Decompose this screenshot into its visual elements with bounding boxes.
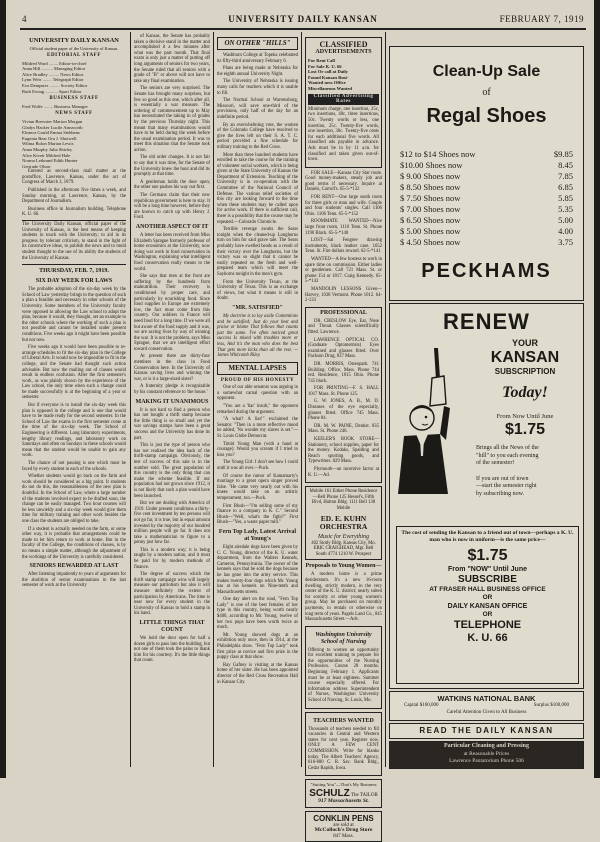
staff-line: Vivian Brewster Marion Morgan <box>22 118 83 124</box>
renew-your: YOUR <box>511 338 538 348</box>
price-row: $ 5.00 Shoes now 4.00 <box>400 226 573 236</box>
renew-subscription: SUBSCRIPTION <box>494 367 556 376</box>
cleaning-line-3: Lawrence Pantatorium Phone 506 <box>449 757 524 764</box>
renew-text-block <box>470 338 580 498</box>
paragraph: This is a modern way; it is being taught by a modern nation, and it must be paid for by modern methods of finance. <box>134 547 210 570</box>
paragraph: The probable adoption of the six-day week by the School of Law yesterday brings to the question of such a plan a feasible and necessary in other schools of the University. Some members of the University faculty were opposed to allowing the Law school to adopt the plan, because it would, they thought, set an example to the other schools where the working of such a plan is not possible and cannot be installed under present conditions. Five weeks ago it might have been possible but not now. <box>22 287 126 343</box>
paragraph: It is not hard to find a person who has not bought a thrift stamp because the little thing is so small and yet the war savings stamps have been a great success and the University has done its part. <box>134 407 210 441</box>
renew-price: $1.75 <box>504 421 546 438</box>
bank-figures <box>390 703 583 710</box>
date-line: THURSDAY, FEB. 7, 1919. <box>39 268 109 275</box>
masthead-sub: Official student paper of the University of Kansas. <box>29 46 119 51</box>
professional-card: G. W. JONES, A. B., M. D. Diseases of the eye especially, glasses fitted. Office 745 Mass. Phone 84. <box>308 399 379 422</box>
staff-line: Mildred Ward ........ Editor-in-chief <box>22 60 87 66</box>
nursing-heading: Washington University School of Nursing <box>315 631 372 645</box>
news-staff-heading: NEWS STAFF <box>55 111 93 117</box>
scan-right-edge <box>594 0 600 778</box>
column-3 <box>217 34 298 768</box>
classified-subheading: ADVERTISEMENTS <box>315 49 372 55</box>
paragraph: Terrible revenge awaits the Sears tonight when the cleaned-up Longhorns turn on him for said grave tale. The Sears probably have swelled heads as a result of their victory over the Longhorns, but the victory was so slight that it cannot be easily repeated on the fresh and well-prepared team which will meet the Sayhorns tonight in the men's gym. <box>217 227 298 277</box>
paragraph: A fraternity pledge is recognizable by his constant reference to 'the house.' <box>134 384 210 396</box>
other-hills-box <box>217 37 298 50</box>
rates-heading: Classified Advertising Rates <box>308 94 379 105</box>
orchestra-phones: Mobile 161 Either Phone Residence—Bell Phone 125 Hessel's, Fifth Blvd, Hutton Bldg. 1111 Bell 138 Mobile <box>309 489 378 511</box>
paragraph: Plans are being made at Nebraska for the eighth annual University Night. <box>217 66 298 77</box>
paragraph: A modern home is a prime desideratum. It's a new 16-room dwelling, strictly modern, in the very center of the K. U. district; nearly suited for sorority or other young women's group. May be purchased on monthly payments, in rentals or otherwise on long term of years. Pagels Land Co., 845 Massachusetts Street.—Adv. <box>305 572 382 623</box>
publication-notice: Published in the afternoon five times a week, and Sunday morning, at Lawrence, Kansas, by the Department of Journalism. <box>22 188 126 205</box>
renew-brings: Brings all the News of the "hill" to you each evening of the semester! <box>476 445 539 466</box>
running-head <box>22 14 584 28</box>
paragraph: But if everyone is to install the six-day week this plan is opposed in the college and is one that would have to be made ready for the second semester. In the School of Law the exams in the first semester come at the time of the six-day week. The School of Engineering is different. Long laboratory experiments, lengthy library readings, and laboratory work on Saturdays and often on Sundays in these schools would mean that the student would be unable to gain any work. <box>22 403 126 459</box>
staff-line: Eleanor Gould Emma Stehbens <box>22 130 80 136</box>
staff-line: Lynn Weir ........ Telegraph Editor <box>22 77 84 83</box>
column-2 <box>134 34 210 768</box>
editorial-staff-heading: EDITORIAL STAFF <box>47 53 101 58</box>
read-kansan-strip <box>389 723 584 739</box>
masthead-title: UNIVERSITY DAILY KANSAN <box>29 37 119 44</box>
price-row: $ 6.50 Shoes now 5.00 <box>400 215 573 225</box>
professional-heading: PROFESSIONAL <box>320 309 367 316</box>
subscribe-or: OR <box>482 593 493 601</box>
column-rule <box>301 32 302 767</box>
column-rule <box>213 32 214 767</box>
poem-text: My doctrine is to lay aside Contentions and be satisfied; Just do your best and praise or blame That follows that counts just the same. I've often noticed great success Is mixed with troubles more or less, And it's the man who does the best That gets more kicks than all the rest. —James Whitcomb Riley. <box>217 313 298 359</box>
teachers-heading: TEACHERS WANTED <box>313 717 374 724</box>
paragraph: Five weeks ago it would have been possible to re-arrange schedules to fit the six-day plan in the College of Liberal Arts. It would now be impossible to fit in the college, and the Senate had thought such action advisable. But now the mailing out of classes would result in endless confusion. After the first semester's work, as was plainly shown by the experience of the Law school, the only time when such a change could be made successfully is at the beginning of a year or semester. <box>22 345 126 401</box>
lapses-subheading: PROUD OF HIS HONESTY <box>220 377 295 383</box>
staff-line: Alice Kivett Mildred Hale <box>22 152 71 158</box>
staff-line: Gladys Hacker Lucile Ainsworth <box>22 124 83 130</box>
scan-left-edge <box>0 0 6 778</box>
paragraph: Eight airedale dogs have been given by C. C. Young, director of the K. U. water department, from the Walters Kennels, Cameron, Pennsylvania. The owner of the kennels says that he sold the dogs because he has gone into the army service. This makes twenty-four dogs which Mr. Young has at his kennels on Nine-tenth and Massachusetts streets. <box>217 544 298 595</box>
cleaning-line-1: Particular Cleaning and Pressing <box>444 743 529 749</box>
column-rule <box>385 32 386 767</box>
paragraph: If a student is actually needed on the farm, or some other way, it is probable that arrangements could be made to let him return to work at home. But in the faculty of the College, the conditions of classes, is by no means a simple matter, although the adjustment of the workings of the University is carefully considered. <box>22 526 126 560</box>
staff-line: Gertrude Olson <box>22 163 51 169</box>
paragraph: The Germans claim that their new republican government is here to stay. It will be a long time however, before they are known to catch up with Henry J. Ford. <box>134 193 210 221</box>
article-heading: Fern Top Lady, Latest Arrival at Young's <box>218 528 297 542</box>
article-heading: MAKING IT UNANIMOUS <box>135 398 209 405</box>
paragraph: The University of Nebraska is issuing many calls for teachers which it is unable to fill. <box>217 79 298 96</box>
professional-card: Plymouth—an incentive factor at K. U.—Ad. <box>308 467 379 478</box>
telephone-number: K. U. 66 <box>467 631 508 644</box>
paragraph: First Blush—"I'm selling some of my finance to a company in K. C." Second Blush—"Well, what's the fight?" First Blush—"Yes, a waste paper mill." <box>217 503 298 526</box>
store-name: PECKHAMS <box>421 260 552 282</box>
price-row: $ 8.50 Shoes now 6.85 <box>400 182 573 192</box>
classified-box <box>305 37 382 168</box>
editorial-1-heading: SIX DAY WEEK FOR LAWS <box>35 278 113 285</box>
conklin-sold: are sold at <box>333 822 354 828</box>
renew-headline: RENEW <box>443 309 530 334</box>
classified-row: Miscellaneous Wanted <box>308 85 352 91</box>
poem-heading: "MR. SATISFIED" <box>232 304 283 311</box>
paragraph: From the University Texan, at the University of Texas. This is an exchange of views, but what it means is still in doubt. <box>217 279 298 302</box>
business-staff-heading: BUSINESS STAFF <box>49 96 99 102</box>
paragraph: The old order changes. It is not fair to say that it was time, for the Senate of the University knew the hour and did its promptly at that time. <box>134 155 210 178</box>
rates-text: Minimum charge, one insertion, 25c, two insertions, 40c, three insertions, 50c. Twenty words or less, one insertion, 25c. Twenty-five words, one insertion, 30c. Twenty-five cents for each additional five words. All classified ads payable in advance. Ads must be in by 11 a.m. for classified and taken given out-of-town. <box>308 106 379 163</box>
proposals-heading: Proposals to Young Women— <box>305 563 382 570</box>
schulz-ad <box>305 779 382 807</box>
paragraph: We hold the door open for half a dozen girls to pass into the building, but not one of them took the pains to thank him for his courtesy. It's the little things that count. <box>134 636 210 664</box>
staff-line: Anna Hill .......... Managing Editor <box>22 66 86 72</box>
professional-box <box>305 307 382 483</box>
mail-notice: Entered as second-class mail matter at the postoffice, Lawrence, Kansas, under the act of Congress of March 3, 1879. <box>22 169 126 186</box>
paragraph: "A what? A liar!" exclaimed the Senator. "Then in a more reflective mood he added, 'No wonder my slaves is set."—St. Louis Globe Democrat. <box>217 417 298 440</box>
renew-period: From Now Until June <box>496 413 554 420</box>
mental-lapses-heading: MENTAL LAPSES <box>228 363 287 372</box>
send-price: $1.75 <box>467 546 508 564</box>
paragraph: A letter has been received from Miss Elizabeth Sprague formerly professor of home economics at the University, now doing war work in food conservation in Washington, explaining what intelligent food conservation really means to the world. <box>134 233 210 272</box>
paragraph: At present there are thirty-four members in the class in Food Conservation here. In the University of Kansas saving lives and winning the war, or is it a large-sized sister? <box>134 354 210 382</box>
subscribe-location-1: AT FRASER HALL BUSINESS OFFICE <box>429 585 546 593</box>
ad-headline: Clean-Up Sale <box>432 63 541 80</box>
conklin-ad <box>305 811 382 842</box>
renew-today: Today! <box>502 384 548 401</box>
paragraph: Mr. Young showed dogs at an exhibition only once, then in 1914, at the Philadelphia show. "Fern Top Lady" took first prize as novice and first prize in the puppy class at that show. <box>217 632 298 661</box>
paragraph: The Normal School at Warrensburg, Missouri, will save one-third of the provisions, only half of the day for an indefinite period. <box>217 98 298 120</box>
paragraph: The Young Girl: I don't see how I could until it was all over.—Puck. <box>217 460 298 471</box>
professional-card: LAWRENCE OPTICAL CO. (Graduate Optometrists) Eyes examined and glasses fitted. Over Packson Drug, 837 Mass. <box>308 337 379 360</box>
classified-ad: FOR SALE—Kansas City Star route. Good money-makers, steady job and good terms if necessary. Inquire at Daniels, Carroll's. 65-5-*132 <box>305 170 382 193</box>
classified-heading: CLASSIFIED <box>319 40 368 49</box>
professional-card: DR. CRESLOW Eye, Ear, Nose and Throat. Glasses scientifically fitted. Lawrence. <box>308 318 379 335</box>
staff-line: Anna Murphy Julia Shirley <box>22 146 73 152</box>
paragraph: One day alert on the road, "Fern Top Lady" is one of the best females of her type in this country, being worth nearly $400, according to Mr. Young, twelve of her two pups have been worth twice as much. <box>217 597 298 631</box>
staff-line: Alice Bradley ......... News Editor <box>22 71 84 77</box>
orchestra-name: ED. E. KUHN ORCHESTRA <box>319 513 368 532</box>
paragraph: The chance of not passing is one which must be faced by every student in each of the schools. <box>22 461 126 472</box>
price-list <box>390 149 583 248</box>
subscribe-or-2: OR <box>482 610 493 618</box>
paragraph: of Kansas, the Senate has probably taken a decisive stand in the matter and accomplished it a few minutes after what was the past month. That final exam is only just a matter of putting off long arguments of seniors for two years, the Senate ruled that all seniors with a grade of "B" or above will not have to take any final examination. <box>134 34 210 84</box>
editorial-staff-list <box>22 61 126 95</box>
price-row: $ 4.50 Shoes now 3.75 <box>400 237 573 247</box>
classified-ad: WANTED—A few hostess to work in spare time on commission. Either ladies or gentlemen. Call 721 Mass. St. or phone 154 or 1817. Craig Kennedy. 65-5-*143 <box>305 257 382 285</box>
read-kansan-text: READ THE DAILY KANSAN <box>419 726 554 735</box>
professional-card: DR. M. W. PAINE, Dentist. 835 Mass. St. Phone 246. <box>308 423 379 435</box>
price-row: $ 9.00 Shoes now 7.85 <box>400 171 573 181</box>
classified-row: Wanted ness Office <box>308 80 346 86</box>
teachers-text: Thousands of teachers needed to fill vacancies in Central and Western states for next year. Register now. ONLY A FEW CENT COMMISSION. Write for blanks today. The Albert Teachers' Agency, 616-680 C. R. Sav. Bank Bldg., Cedar Rapids, Iowa. <box>308 726 379 771</box>
classified-row: Lost Or call at Daily <box>308 69 348 75</box>
price-row: $ 7.50 Shoes now 5.85 <box>400 193 573 203</box>
paragraph: After listening impatiently to years of arguments for the abolition of senior examinations in the last semester of work at the University <box>22 572 126 589</box>
classified-row: For Sale K. U. 66 <box>308 63 342 69</box>
column-4 <box>305 34 382 839</box>
column-1 <box>22 34 126 768</box>
article-heading: LITTLE THINGS THAT COUNT <box>139 620 205 633</box>
professional-card: KEELER'S BOOK STORE—Stationery, school supplies, paper for the money. Kodaks, Spalding and Reach sporting goods, and Typewriters. 829 Mass. <box>308 437 379 465</box>
bank-ad <box>389 691 584 721</box>
price-row: $12 to $14 Shoes now $9.85 <box>400 149 573 159</box>
regal-shoes-ad <box>389 46 584 301</box>
paragraph: Of course the rumor of Kamamarty's marriage to a great opera singer proved false. "He came very nearly out with his knees would take on an artistic temperament, too.—Puck. <box>217 473 298 501</box>
renew-kansan: KANSAN <box>490 349 560 366</box>
subscribe-location-2: DAILY KANSAN OFFICE <box>447 602 528 610</box>
ad-of: of <box>482 87 491 98</box>
paragraph: Timid Young Man (with a hand at courage): Would you scream if I tried to kiss you? <box>217 441 298 458</box>
paper-title: UNIVERSITY DAILY KANSAN <box>228 14 378 24</box>
send-cost-text: The cost of sending the Kansan to a friend out of town—perhaps a K. U. man who is now in uniform—is the same price— <box>401 530 574 543</box>
cleaning-line-2: at Reasonable Prices <box>463 750 510 757</box>
paragraph: The seniors are very surprised. The Senate has brought many surprises, but few so good as this one, which after all, is essentially a war measure. The ordering of commencement up to May has necessitated the taking in of grades by the previous Thursday night. This meant that many examinations would have to be held during the week before the usual examination period. It was to meet this situation that the Senate took action. <box>134 86 210 153</box>
paragraph: Washburn College at Topeka celebrated its fifty-third anniversary February 6. <box>217 53 298 64</box>
bank-surplus: Surplus $100,000 <box>533 703 569 708</box>
staff-line: Fred Wolfe ........ Business Manager <box>22 103 88 109</box>
nursing-text: Offering to women an opportunity for excellent training to prepare for the opportunities of the Nursing Profession. Course 28 months. Beginning February 1. Applicants must be at least eighteen. Summer course especially offered. For information address Superintendent of Nurses, Washington University School of Nursing, St. Louis, Mo. <box>308 647 379 704</box>
paragraph: One of our able senators was arguing in a somewhat carnal question with an opponent. <box>217 385 298 402</box>
bank-name: WATKINS NATIONAL BANK <box>437 694 536 703</box>
paragraph: Whether students would go back on the farm and work should be considered as a big point. It students do not do this, the reasonableness of the new plan is doubtful. In the School of Law, where a large number of the students involved expect to be drafted soon, the change can be easily managed. Two hour courses will be less unwieldy and a six-day week would give them time for military training and other work besides the one class the students are obliged to take. <box>22 474 126 524</box>
ideal-box <box>22 220 126 265</box>
schulz-name: SCHULZ <box>309 787 350 799</box>
paragraph: She says that men at the front are suffering by the hundreds from malnutrition. Their recovery is conditioned by proper care, and particularly by nourishing food. Since food supplies in Europe are extremely low, the fact must come from this country. Our soldiers in France will need food for a long time. If we were all but aware of the food supply and it was, we are saving lives by way of winning the war. It is not the problem, says Miss Sprague, that we are intelligent effort toward conservation. <box>134 274 210 352</box>
other-hills-heading: ON OTHER "HILLS" <box>224 39 291 47</box>
price-row: $10.00 Shoes now 8.45 <box>400 160 573 170</box>
schulz-sub: The TAILOR <box>350 792 378 798</box>
staff-line: Eugenia Rear Ora J. Shotwell <box>22 135 77 141</box>
paragraph: More than three hundred students have enrolled to take the course for the training of volunteer social workers, which is being given at the State University of Kansas the Department of Extension. Teaching of the University is in co-operation with the Committee of the National Council of Defense. The various relief societies of this city are looking forward to the time when these students may be called upon for active work. If there is sufficient call, there is a possibility that the course may be repeated.—Colorado Chronicle. <box>217 152 298 225</box>
conklin-address: 847 Mass. <box>333 833 354 839</box>
pointing-man-illustration <box>396 344 466 494</box>
subscription-ad <box>389 303 584 689</box>
staff-line: Ruth Ewing ........... Sport Editor <box>22 88 82 94</box>
classified-ad: LOST—Sal Fengree drawing instruments, black leather case. 1652 Tenn. St. Fire dollars reward. 62-5-*141 <box>305 238 382 255</box>
telephone-label: TELEPHONE <box>453 618 522 631</box>
office-notice: Business office in Journalism building. Telephone K. U. 66. <box>22 206 126 218</box>
bank-note: Careful Attention Given to All Business <box>446 710 527 715</box>
orchestra-ad <box>305 486 382 560</box>
column-rule <box>130 32 131 767</box>
staff-line: Norma Leibrand Edith Hunter <box>22 158 78 164</box>
issue-date: FEBRUARY 7, 1919 <box>499 14 584 24</box>
send-to-friend-box <box>396 526 579 684</box>
paragraph: "You are a 'liar' insult," the opponent remarked during the argument. <box>217 404 298 415</box>
page-number: 4 <box>22 14 27 24</box>
paragraph: But we are dealing with America of 1919. Under present conditions a thirty-five cent investment by ten persons will not go far, it is true, but in equal amount invested by the majority of our hundred million people will go far. It does not take a mathematician to figure to a penny just how far. <box>134 501 210 546</box>
classified-row: For Rent Call <box>308 58 335 63</box>
subscribe-label: SUBSCRIBE <box>458 573 517 585</box>
ad-brand: Regal Shoes <box>426 105 547 127</box>
mental-lapses-box <box>217 362 298 375</box>
article-heading: ANOTHER ASPECT OF IT <box>135 224 209 230</box>
teachers-ad <box>305 712 382 777</box>
paragraph: A gentleman holds the door open; the other one pushes his way out first. <box>134 179 210 191</box>
head-rule <box>20 28 586 30</box>
cleaning-ad <box>389 741 584 769</box>
conklin-store: McColloch's Drug Store <box>314 827 373 834</box>
send-period: From "NOW" Until June <box>448 565 527 573</box>
paragraph: Ray Gafney is visiting at the Kansas home of her sister. He has been appointed director of the Red Cross Recreation Hall in Kansas City. <box>217 662 298 685</box>
renew-out-of-town: If you are out of town —start the semester right by subscribing now. <box>476 475 537 497</box>
classified-ad: MANDOLIN LESSONS Given—Harvey, 1038 Vermont. Phone 1012. 64-2-133 <box>305 286 382 304</box>
classified-row: Found Kansan Busi- <box>308 74 349 80</box>
orchestra-tagline: Music for Everything <box>318 533 369 540</box>
news-staff-list <box>22 119 126 169</box>
professional-card: DR. MORRIS, Osteopath. 741 Building. Office, Mass. Phone 744 red. Residence, 1015 Ohio. Phone 745 black. <box>308 361 379 384</box>
ideal-text: The University Daily Kansan, official paper of the University of Kansas, is the best means of keeping students in touch with the University; to aid in its progress by tolerant criticism, to stand in the light of its constructive ideas, to publish the news and to mold student thought to the use of its ability the students of the University of Kansas. <box>22 222 126 261</box>
bank-capital: Capital $100,000 <box>404 703 439 708</box>
conklin-title: CONKLIN PENS <box>313 813 374 823</box>
classified-ad: FOR RENT—One large south room for three girls or man and wife. Couple and four students' singles. Call 1106 Ohio. 1106 Tenn. 65-5-*152 <box>305 195 382 217</box>
paragraph: This is just the type of person who has not realized the idea back of the thrift-stamp campaign. Obviously, the test of success of this sale is in the number sold. The great population of this country is the only thing that can make the scheme feasible. If our population had not grown since 1912, it is not likely that such a plan would have been launched. <box>134 443 210 499</box>
staff-line: Eva Dempster ......... Society Editor <box>22 82 88 88</box>
professional-card: FOR PRINTING—F. S. HALL 1017 Mass. St. Phone 125. <box>308 386 379 397</box>
nursing-ad <box>305 626 382 709</box>
paragraph: The degree of success which the thrift stamp campaign wins will largely measure our patriotism but also it will measure definitely the extent of participation by Americans. The time is near now for every student in the University of Kansas to hold a stamp in his hand. <box>134 572 210 617</box>
price-row: $ 7.00 Shoes now 5.35 <box>400 204 573 214</box>
classified-ad: ROOMMATE WANTED—Nice large front room, 1116 Tenn. St. Phone 1190 Black. 65-5-*140 <box>305 219 382 236</box>
schulz-tagline: "Suiting You"—That's My Business <box>310 782 377 788</box>
staff-line: Wilma Bolon Marian Lewis <box>22 141 74 147</box>
orchestra-contact: ERIC CRAIGHEAD, Mgr. Bell South 4774 1210 W. Prospect <box>313 546 374 557</box>
schulz-address: 917 Massachusetts St. <box>318 797 369 804</box>
paragraph: By an overwhelming vote, the women of the Colorado College have resolved to give the lives left on their S. A. T. C. period provided a fine schedule for military training to the Red Cross. <box>217 122 298 150</box>
editorial-2-heading: SENIORS REWARDED AT LAST <box>29 563 119 570</box>
orchestra-address: 402 Stotly Bldg. Kansas City, Mo. <box>311 540 376 546</box>
